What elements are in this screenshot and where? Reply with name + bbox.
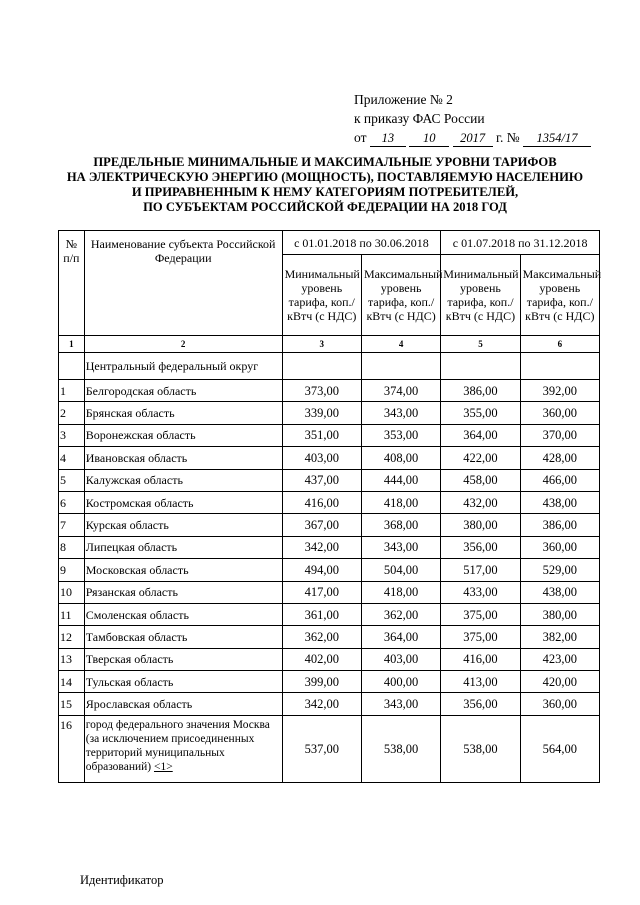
min-tariff-h2: 375,00 (441, 603, 520, 625)
row-no: 1 (59, 380, 85, 402)
min-tariff-h2: 375,00 (441, 626, 520, 648)
max-tariff-h1: 403,00 (361, 648, 440, 670)
table-row (59, 536, 600, 558)
row-no: 7 (59, 514, 85, 536)
table-row (59, 402, 600, 424)
max-tariff-h1: 538,00 (361, 715, 440, 782)
subject-name: Ярославская область (84, 693, 282, 715)
min-tariff-h1: 403,00 (282, 447, 361, 469)
table-row (59, 424, 600, 446)
min-tariff-h2: 422,00 (441, 447, 520, 469)
order-number: 1354/17 (523, 131, 591, 147)
min-tariff-h1: 494,00 (282, 559, 361, 581)
order-date-line (354, 128, 604, 147)
moscow-name: город федерального значения Москва (за исключением присоединенных территорий муниципальных образований) (85, 718, 270, 773)
subject-name: Рязанская область (84, 581, 282, 603)
row-no: 11 (59, 603, 85, 625)
subject-name: Курская область (84, 514, 282, 536)
max-tariff-h1: 374,00 (361, 380, 440, 402)
max-tariff-h2: 529,00 (520, 559, 599, 581)
table-row (59, 693, 600, 715)
min-tariff-h2: 356,00 (441, 536, 520, 558)
subject-name (84, 715, 282, 782)
cell-no (59, 353, 85, 380)
max-tariff-h2: 423,00 (520, 648, 599, 670)
column-index: 3 (282, 336, 361, 353)
table-row (59, 603, 600, 625)
min-tariff-h2: 355,00 (441, 402, 520, 424)
district-name: Центральный федеральный округ (84, 353, 282, 380)
column-index: 4 (361, 336, 440, 353)
min-tariff-h1: 342,00 (282, 693, 361, 715)
from-word: от (354, 130, 367, 145)
min-tariff-h2: 413,00 (441, 671, 520, 693)
cell-empty (441, 353, 520, 380)
max-tariff-h2: 564,00 (520, 715, 599, 782)
min-tariff-h1: 361,00 (282, 603, 361, 625)
identifier-label: Идентификатор (80, 873, 164, 887)
header-max-2: Максимальный уровень тарифа, коп./кВтч (с НДС) (520, 255, 599, 336)
row-no: 16 (59, 715, 85, 782)
max-tariff-h1: 418,00 (361, 581, 440, 603)
max-tariff-h1: 343,00 (361, 402, 440, 424)
subject-name: Воронежская область (84, 424, 282, 446)
column-index: 5 (441, 336, 520, 353)
min-tariff-h2: 538,00 (441, 715, 520, 782)
subject-name: Ивановская область (84, 447, 282, 469)
row-no: 13 (59, 648, 85, 670)
min-tariff-h1: 437,00 (282, 469, 361, 491)
column-index: 1 (59, 336, 85, 353)
subject-name: Калужская область (84, 469, 282, 491)
title-line-4: ПО СУБЪЕКТАМ РОССИЙСКОЙ ФЕДЕРАЦИИ НА 2018 ГОД (143, 200, 507, 214)
table-row (59, 380, 600, 402)
min-tariff-h1: 362,00 (282, 626, 361, 648)
header-no: № п/п (59, 231, 85, 336)
min-tariff-h1: 416,00 (282, 491, 361, 513)
row-no: 15 (59, 693, 85, 715)
max-tariff-h1: 364,00 (361, 626, 440, 648)
title-line-3: И ПРИРАВНЕННЫМ К НЕМУ КАТЕГОРИЯМ ПОТРЕБИТЕЛЕЙ, (131, 185, 519, 199)
min-tariff-h1: 402,00 (282, 648, 361, 670)
min-tariff-h1: 367,00 (282, 514, 361, 536)
max-tariff-h2: 386,00 (520, 514, 599, 536)
max-tariff-h2: 360,00 (520, 402, 599, 424)
title-line-2: НА ЭЛЕКТРИЧЕСКУЮ ЭНЕРГИЮ (МОЩНОСТЬ), ПОСТАВЛЯЕМУЮ НАСЕЛЕНИЮ (66, 170, 584, 184)
min-tariff-h1: 351,00 (282, 424, 361, 446)
max-tariff-h1: 368,00 (361, 514, 440, 536)
row-no: 8 (59, 536, 85, 558)
order-month: 10 (409, 131, 449, 147)
row-no: 9 (59, 559, 85, 581)
header-row-1 (59, 231, 600, 255)
district-row (59, 353, 600, 380)
min-tariff-h1: 373,00 (282, 380, 361, 402)
max-tariff-h2: 360,00 (520, 693, 599, 715)
min-tariff-h1: 339,00 (282, 402, 361, 424)
max-tariff-h2: 380,00 (520, 603, 599, 625)
max-tariff-h2: 420,00 (520, 671, 599, 693)
max-tariff-h1: 362,00 (361, 603, 440, 625)
subject-name: Тамбовская область (84, 626, 282, 648)
subject-name: Белгородская область (84, 380, 282, 402)
min-tariff-h2: 416,00 (441, 648, 520, 670)
subject-name: Смоленская область (84, 603, 282, 625)
table-row (59, 491, 600, 513)
row-no: 2 (59, 402, 85, 424)
subject-name: Брянская область (84, 402, 282, 424)
max-tariff-h2: 360,00 (520, 536, 599, 558)
appendix-block (354, 90, 604, 147)
max-tariff-h1: 444,00 (361, 469, 440, 491)
order-year: 2017 (453, 131, 493, 147)
column-index-row (59, 336, 600, 353)
max-tariff-h2: 370,00 (520, 424, 599, 446)
column-index: 6 (520, 336, 599, 353)
subject-name: Тверская область (84, 648, 282, 670)
table-row (59, 559, 600, 581)
min-tariff-h1: 417,00 (282, 581, 361, 603)
column-index: 2 (84, 336, 282, 353)
min-tariff-h2: 517,00 (441, 559, 520, 581)
min-tariff-h1: 399,00 (282, 671, 361, 693)
min-tariff-h2: 386,00 (441, 380, 520, 402)
cell-empty (282, 353, 361, 380)
title-line-1: ПРЕДЕЛЬНЫЕ МИНИМАЛЬНЫЕ И МАКСИМАЛЬНЫЕ УРОВНИ ТАРИФОВ (93, 155, 557, 169)
header-min-1: Минимальный уровень тарифа, коп./кВтч (с НДС) (282, 255, 361, 336)
header-max-1: Максимальный уровень тарифа, коп./кВтч (с НДС) (361, 255, 440, 336)
table-row (59, 671, 600, 693)
row-no: 5 (59, 469, 85, 491)
table-row (59, 626, 600, 648)
row-no: 4 (59, 447, 85, 469)
footnote-link[interactable]: <1> (153, 760, 173, 773)
row-no: 12 (59, 626, 85, 648)
header-min-2: Минимальный уровень тарифа, коп./кВтч (с НДС) (441, 255, 520, 336)
header-subject-name: Наименование субъекта Российской Федерации (84, 231, 282, 336)
max-tariff-h1: 343,00 (361, 693, 440, 715)
table-row (59, 469, 600, 491)
min-tariff-h2: 380,00 (441, 514, 520, 536)
table-row-moscow (59, 715, 600, 782)
min-tariff-h1: 537,00 (282, 715, 361, 782)
min-tariff-h2: 356,00 (441, 693, 520, 715)
cell-empty (361, 353, 440, 380)
cell-empty (520, 353, 599, 380)
table-row (59, 581, 600, 603)
header-period-2: с 01.07.2018 по 31.12.2018 (441, 231, 600, 255)
max-tariff-h1: 418,00 (361, 491, 440, 513)
max-tariff-h1: 504,00 (361, 559, 440, 581)
max-tariff-h1: 343,00 (361, 536, 440, 558)
appendix-label: Приложение № 2 (354, 92, 453, 107)
max-tariff-h2: 382,00 (520, 626, 599, 648)
year-suffix: г. № (495, 130, 520, 145)
table-row (59, 514, 600, 536)
max-tariff-h1: 400,00 (361, 671, 440, 693)
min-tariff-h2: 433,00 (441, 581, 520, 603)
min-tariff-h2: 364,00 (441, 424, 520, 446)
subject-name: Липецкая область (84, 536, 282, 558)
max-tariff-h1: 408,00 (361, 447, 440, 469)
min-tariff-h2: 458,00 (441, 469, 520, 491)
table-row (59, 447, 600, 469)
row-no: 10 (59, 581, 85, 603)
row-no: 3 (59, 424, 85, 446)
order-reference: к приказу ФАС России (354, 111, 485, 126)
min-tariff-h1: 342,00 (282, 536, 361, 558)
max-tariff-h2: 392,00 (520, 380, 599, 402)
max-tariff-h2: 466,00 (520, 469, 599, 491)
max-tariff-h2: 428,00 (520, 447, 599, 469)
subject-name: Костромская область (84, 491, 282, 513)
subject-name: Московская область (84, 559, 282, 581)
order-day: 13 (370, 131, 406, 147)
max-tariff-h2: 438,00 (520, 581, 599, 603)
max-tariff-h2: 438,00 (520, 491, 599, 513)
row-no: 6 (59, 491, 85, 513)
min-tariff-h2: 432,00 (441, 491, 520, 513)
header-period-1: с 01.01.2018 по 30.06.2018 (282, 231, 441, 255)
row-no: 14 (59, 671, 85, 693)
document-title (55, 155, 595, 215)
max-tariff-h1: 353,00 (361, 424, 440, 446)
tariffs-table (58, 230, 600, 783)
subject-name: Тульская область (84, 671, 282, 693)
table-row (59, 648, 600, 670)
